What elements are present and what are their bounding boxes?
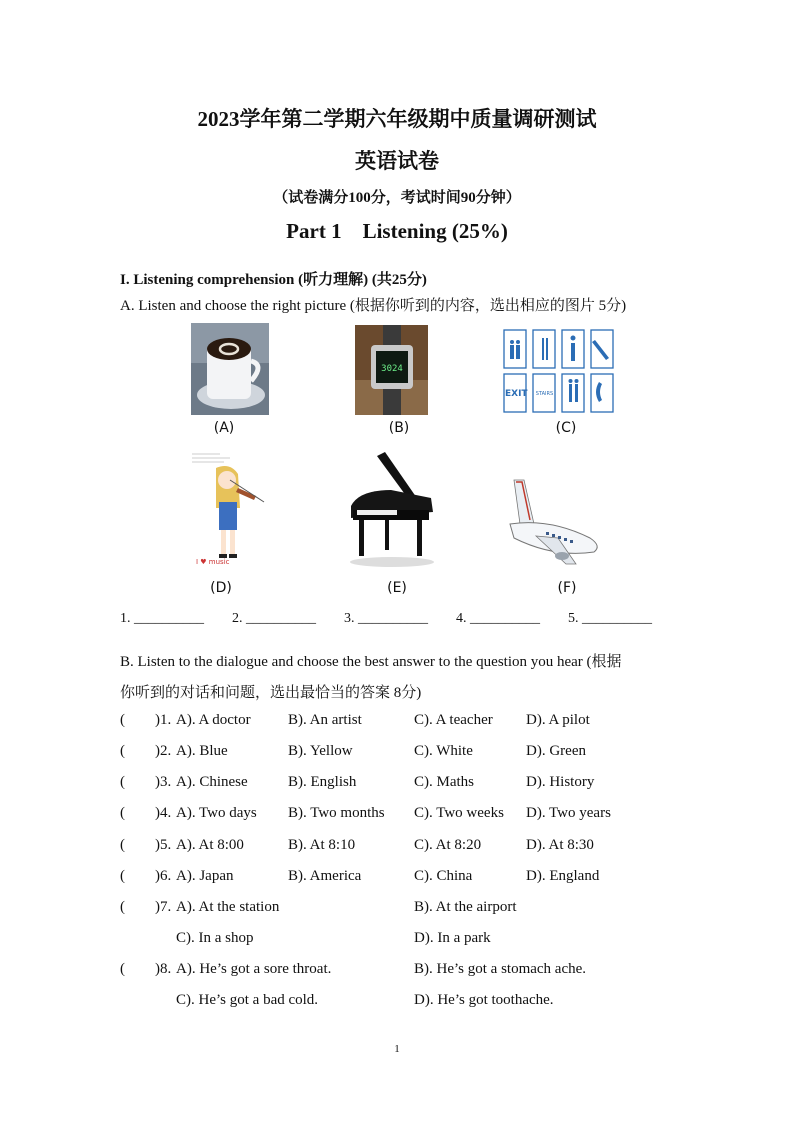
option: D). At 8:30	[526, 837, 594, 853]
option: A). At 8:00	[176, 837, 244, 853]
option: B). At 8:10	[288, 837, 356, 853]
picture-label: (F)	[557, 580, 577, 596]
question-number[interactable]: ( )4.	[120, 805, 172, 821]
answer-blank[interactable]: 3. __________	[344, 611, 428, 626]
option: D). England	[526, 868, 600, 884]
picture-label: (D)	[210, 580, 232, 596]
question-row	[0, 961, 794, 981]
option: A). Japan	[176, 868, 234, 884]
option: A). At the station	[176, 899, 280, 915]
question-row	[0, 868, 794, 888]
option: A). He’s got a sore throat.	[176, 961, 332, 977]
sign-text: EXIT	[505, 389, 528, 399]
option: C). China	[414, 868, 473, 884]
option: B). An artist	[288, 712, 362, 728]
option: D). He’s got toothache.	[414, 992, 554, 1008]
option: A). Two days	[176, 805, 257, 821]
option: A). Blue	[176, 743, 228, 759]
option: B). English	[288, 774, 357, 790]
exam-title: 2023学年第二学期六年级期中质量调研测试	[197, 107, 597, 131]
answer-blank[interactable]: 4. __________	[456, 611, 540, 626]
option: C). In a shop	[176, 930, 254, 946]
violin-girl-icon	[190, 450, 270, 568]
signs-icon	[503, 328, 615, 416]
piano-icon	[347, 450, 437, 568]
part-b-instruction-cont: 你听到的对话和问题，选出最恰当的答案 8分)	[120, 685, 422, 701]
option: B). At the airport	[414, 899, 517, 915]
option: D). Green	[526, 743, 586, 759]
answer-blank[interactable]: 2. __________	[232, 611, 316, 626]
option: C). Two weeks	[414, 805, 504, 821]
option: C). At 8:20	[414, 837, 482, 853]
page-number: 1	[394, 1043, 400, 1055]
option: A). A doctor	[176, 712, 251, 728]
part-b-instruction: B. Listen to the dialogue and choose the best answer to the question you hear (根据	[120, 654, 622, 670]
coffee-cup-icon	[191, 323, 269, 415]
picture-label: (B)	[388, 420, 410, 436]
question-row	[0, 837, 794, 857]
part-a-instruction: A. Listen and choose the right picture (根据你听到的内容，选出相应的图片 5分)	[120, 298, 627, 314]
sign-text: STAIRS	[535, 391, 554, 397]
option: B). He’s got a stomach ache.	[414, 961, 587, 977]
section-heading: I. Listening comprehension (听力理解) (共25分)	[120, 272, 427, 288]
answer-blank[interactable]: 5. __________	[568, 611, 652, 626]
option: A). Chinese	[176, 774, 248, 790]
option: C). White	[414, 743, 473, 759]
svg-text:3024: 3024	[381, 364, 403, 374]
option: B). America	[288, 868, 362, 884]
answer-blank[interactable]: 1. __________	[120, 611, 204, 626]
part-heading: Part 1 Listening (25%)	[286, 219, 508, 243]
option: B). Yellow	[288, 743, 353, 759]
question-row	[0, 712, 794, 732]
question-row	[0, 743, 794, 763]
picture-label: (A)	[213, 420, 235, 436]
question-number[interactable]: ( )2.	[120, 743, 172, 759]
question-row-cont	[0, 992, 794, 1012]
question-number[interactable]: ( )6.	[120, 868, 172, 884]
picture-label: (E)	[387, 580, 407, 596]
option: C). A teacher	[414, 712, 493, 728]
question-row	[0, 899, 794, 919]
svg-text:I ♥ music: I ♥ music	[196, 558, 230, 566]
question-number[interactable]: ( )8.	[120, 961, 172, 977]
question-row	[0, 774, 794, 794]
question-number[interactable]: ( )1.	[120, 712, 172, 728]
picture-label: (C)	[555, 420, 577, 436]
option: D). A pilot	[526, 712, 590, 728]
question-number[interactable]: ( )5.	[120, 837, 172, 853]
option: C). Maths	[414, 774, 474, 790]
exam-note: （试卷满分100分，考试时间90分钟）	[273, 190, 521, 206]
question-row-cont	[0, 930, 794, 950]
option: D). History	[526, 774, 595, 790]
option: B). Two months	[288, 805, 385, 821]
exam-subtitle: 英语试卷	[355, 149, 439, 173]
option: C). He’s got a bad cold.	[176, 992, 319, 1008]
airplane-icon	[506, 476, 602, 572]
option: D). In a park	[414, 930, 491, 946]
question-number[interactable]: ( )3.	[120, 774, 172, 790]
watch-icon	[355, 325, 428, 415]
question-row	[0, 805, 794, 825]
question-number[interactable]: ( )7.	[120, 899, 172, 915]
option: D). Two years	[526, 805, 611, 821]
